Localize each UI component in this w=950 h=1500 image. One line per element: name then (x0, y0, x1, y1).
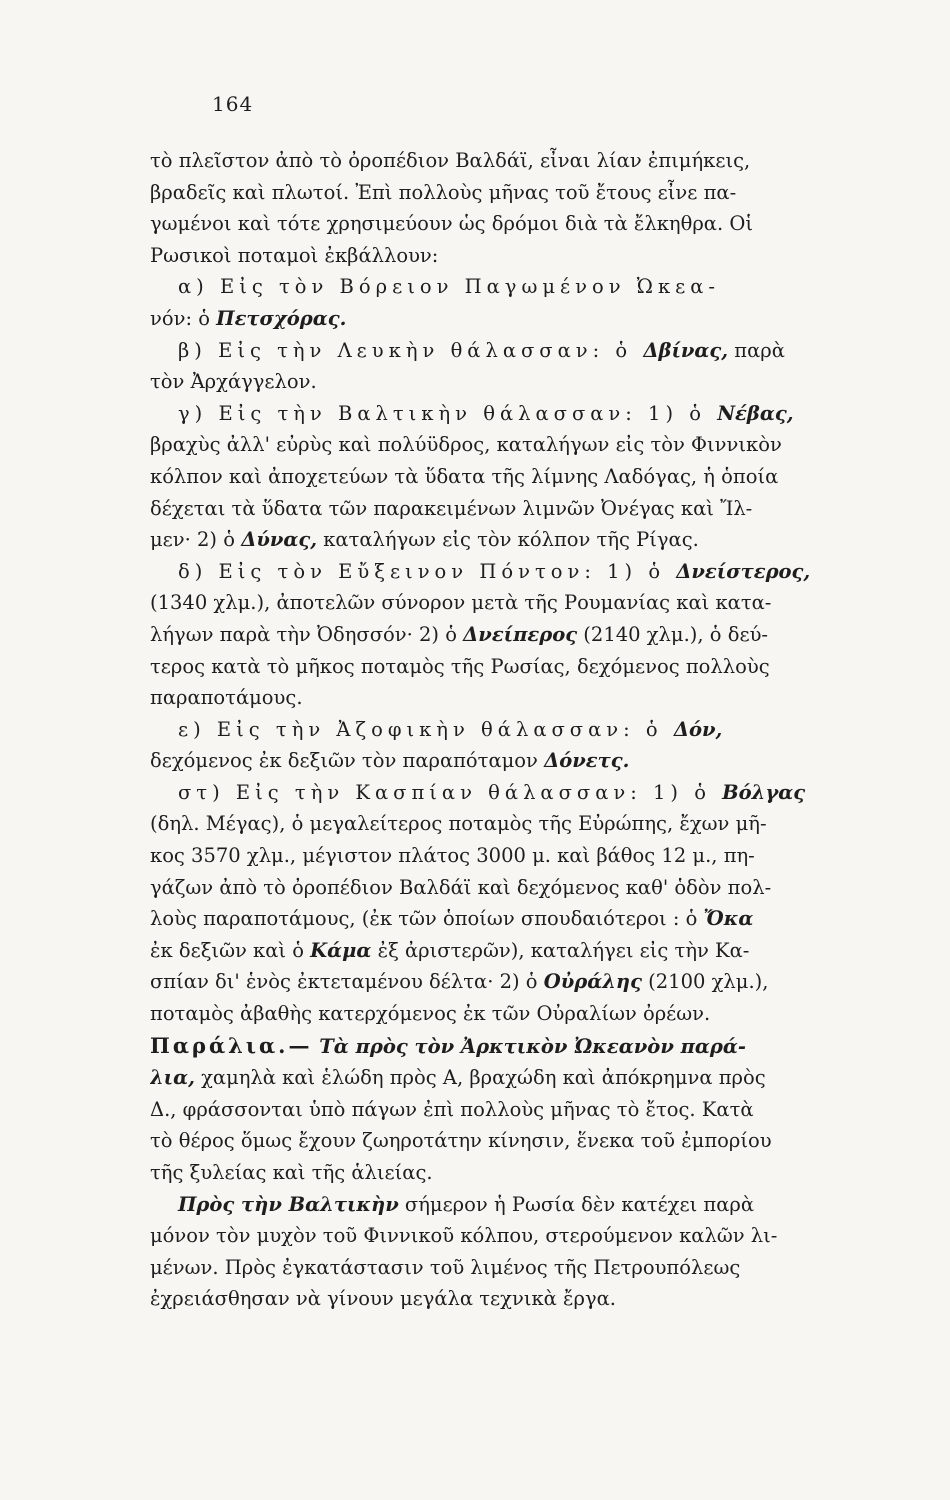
text-run: τὸ θέρος ὅμως ἔχουν ζωηροτάτην κίνησιν, ἕνεκα τοῦ ἐμπορίου (150, 1129, 772, 1153)
text-run: (2140 χλμ.), ὁ δεύ- (577, 622, 769, 646)
text-line (150, 998, 885, 1030)
text-line (150, 903, 885, 935)
text-run: παρὰ (728, 338, 785, 362)
text-run: ἐξ ἀριστερῶν), καταλήγει εἰς τὴν Κα- (371, 938, 750, 962)
text-line (150, 429, 885, 461)
text-run: ε) Εἰς τὴν Ἀζοφικὴν θάλασσαν: ὁ (178, 717, 674, 741)
text-run: λήγων παρὰ τὴν Ὀδησσόν· 2) ὁ (150, 622, 464, 646)
emphasized-term: Πετσχόρας. (216, 306, 347, 330)
emphasized-term: Δνείπερος (463, 622, 578, 646)
text-line (150, 714, 885, 746)
text-run: Ρωσικοὶ ποταμοὶ ἐκβάλλουν: (150, 243, 439, 267)
page-number: 164 (212, 92, 254, 116)
text-line (150, 1157, 885, 1189)
emphasized-term: Δόν, (673, 717, 723, 741)
text-line (150, 335, 885, 367)
emphasized-term: λια, (150, 1066, 195, 1090)
text-run: βραχὺς ἀλλ' εὐρὺς καὶ πολύϋδρος, καταλήγων εἰς τὸν Φιννικὸν (150, 433, 782, 457)
text-run: β) Εἰς τὴν Λευκὴν θάλασσαν: ὁ (178, 338, 644, 362)
text-line (150, 177, 885, 209)
emphasized-term: Δύνας, (241, 528, 318, 552)
text-run: χαμηλὰ καὶ ἑλώδη πρὸς Α, βραχώδη καὶ ἀπόκρημνα πρὸς (194, 1066, 766, 1090)
text-line (150, 1125, 885, 1157)
text-line (150, 935, 885, 967)
text-line (150, 619, 885, 651)
emphasized-term: Νέβας, (717, 401, 794, 425)
text-line (150, 587, 885, 619)
section-heading: Παράλια.— (150, 1032, 313, 1058)
emphasized-term: Δβίνας, (643, 338, 729, 362)
text-run: ἐχρειάσθησαν νὰ γίνουν μεγάλα τεχνικὰ ἔργα. (150, 1287, 616, 1311)
text-run: τῆς ξυλείας καὶ τῆς ἁλιείας. (150, 1161, 433, 1184)
text-run: τερος κατὰ τὸ μῆκος ποταμὸς τῆς Ρωσίας, δεχόμενος πολλοὺς (150, 654, 770, 678)
emphasized-term: Δνείστερος, (676, 559, 811, 583)
text-line (150, 1220, 885, 1252)
text-line (150, 271, 885, 303)
text-line (150, 745, 885, 777)
text-run: σπίαν δι' ἑνὸς ἐκτεταμένου δέλτα· 2) ὁ (150, 970, 544, 994)
text-run: μόνον τὸν μυχὸν τοῦ Φιννικοῦ κόλπου, στερούμενον καλῶν λι- (150, 1224, 778, 1248)
text-run: δεχόμενος ἐκ δεξιῶν τὸν παραπόταμον (150, 749, 545, 773)
text-line (150, 493, 885, 525)
text-run: σήμερον ἡ Ρωσία δὲν κατέχει παρὰ (398, 1192, 755, 1216)
text-line (150, 777, 885, 809)
text-line (150, 461, 885, 493)
text-run: στ) Εἰς τὴν Κασπίαν θάλασσαν: 1) ὁ (178, 780, 723, 804)
emphasized-term: Οὐράλης (543, 970, 642, 994)
text-line (150, 208, 885, 240)
text-run: (δηλ. Μέγας), ὁ μεγαλείτερος ποταμὸς τῆς Εὐρώπης, ἔχων μῆ- (150, 812, 767, 836)
text-line (150, 1189, 885, 1221)
text-line (150, 556, 885, 588)
text-line (150, 524, 885, 556)
text-run: κόλπον καὶ ἀποχετεύων τὰ ὕδατα τῆς λίμνης Λαδόγας, ἡ ὁποία (150, 464, 779, 488)
text-line (150, 682, 885, 714)
text-run: α) Εἰς τὸν Βόρειον Παγωμένον Ὠκεα- (178, 275, 720, 299)
text-line (150, 240, 885, 272)
text-run: δ) Εἰς τὸν Εὔξεινον Πόντον: 1) ὁ (178, 559, 677, 583)
text-line (150, 808, 885, 840)
text-line (150, 366, 885, 398)
text-line (150, 1062, 885, 1094)
emphasized-term: Δόνετς. (544, 749, 630, 773)
text-run: ἐκ δεξιῶν καὶ ὁ (150, 938, 311, 962)
text-run: κος 3570 χλμ., μέγιστον πλάτος 3000 μ. καὶ βάθος 12 μ., πη- (150, 844, 755, 868)
emphasized-term: Ὄκα (703, 907, 754, 931)
text-line (150, 966, 885, 998)
text-run: νόν: ὁ (150, 306, 217, 330)
text-line (150, 1283, 885, 1315)
text-line (150, 651, 885, 683)
text-run: γ) Εἰς τὴν Βαλτικὴν θάλασσαν: 1) ὁ (178, 401, 718, 425)
text-run: γωμένοι καὶ τότε χρησιμεύουν ὡς δρόμοι διὰ τὰ ἔλκηθρα. Οἱ (150, 212, 754, 236)
text-run: μεν· 2) ὁ (150, 528, 242, 552)
text-line (150, 145, 885, 177)
text-run: δέχεται τὰ ὕδατα τῶν παρακειμένων λιμνῶν Ὀνέγας καὶ Ἴλ- (150, 496, 753, 520)
text-line (150, 1094, 885, 1126)
emphasized-term: Τὰ πρὸς τὸν Ἀρκτικὸν Ὠκεανὸν παρά- (312, 1034, 746, 1058)
emphasized-term: Πρὸς τὴν Βαλτικὴν (178, 1192, 399, 1216)
text-run: λοὺς παραποτάμους, (ἐκ τῶν ὁποίων σπουδαιότεροι : ὁ (150, 907, 704, 931)
text-run: τὸ πλεῖστον ἀπὸ τὸ ὀροπέδιον Βαλδάϊ, εἶναι λίαν ἐπιμήκεις, (150, 149, 751, 172)
text-line (150, 840, 885, 872)
text-run: τὸν Ἀρχάγγελον. (150, 370, 317, 394)
text-line (150, 1030, 885, 1063)
text-run: παραποτάμους. (150, 686, 303, 710)
text-run: βραδεῖς καὶ πλωτοί. Ἐπὶ πολλοὺς μῆνας τοῦ ἔτους εἶνε πα- (150, 180, 737, 204)
text-run: καταλήγων εἰς τὸν κόλπον τῆς Ρίγας. (317, 528, 699, 552)
emphasized-term: Κάμα (310, 938, 372, 962)
text-line (150, 872, 885, 904)
text-line (150, 1252, 885, 1284)
emphasized-term: Βόλγας (722, 780, 806, 804)
text-run: ποταμὸς ἀβαθὴς κατερχόμενος ἐκ τῶν Οὐραλίων ὀρέων. (150, 1002, 711, 1026)
text-run: (2100 χλμ.), (641, 970, 769, 994)
body-text (150, 145, 885, 1315)
text-run: γάζων ἀπὸ τὸ ὀροπέδιον Βαλδάϊ καὶ δεχόμενος καθ' ὁδὸν πολ- (150, 875, 772, 899)
text-run: μένων. Πρὸς ἐγκατάστασιν τοῦ λιμένος τῆς Πετρουπόλεως (150, 1255, 741, 1279)
text-run: (1340 χλμ.), ἀποτελῶν σύνορον μετὰ τῆς Ρουμανίας καὶ κατα- (150, 591, 772, 615)
text-line (150, 398, 885, 430)
text-run: Δ., φράσσονται ὑπὸ πάγων ἐπὶ πολλοὺς μῆνας τὸ ἔτος. Κατὰ (150, 1097, 754, 1121)
text-line (150, 303, 885, 335)
